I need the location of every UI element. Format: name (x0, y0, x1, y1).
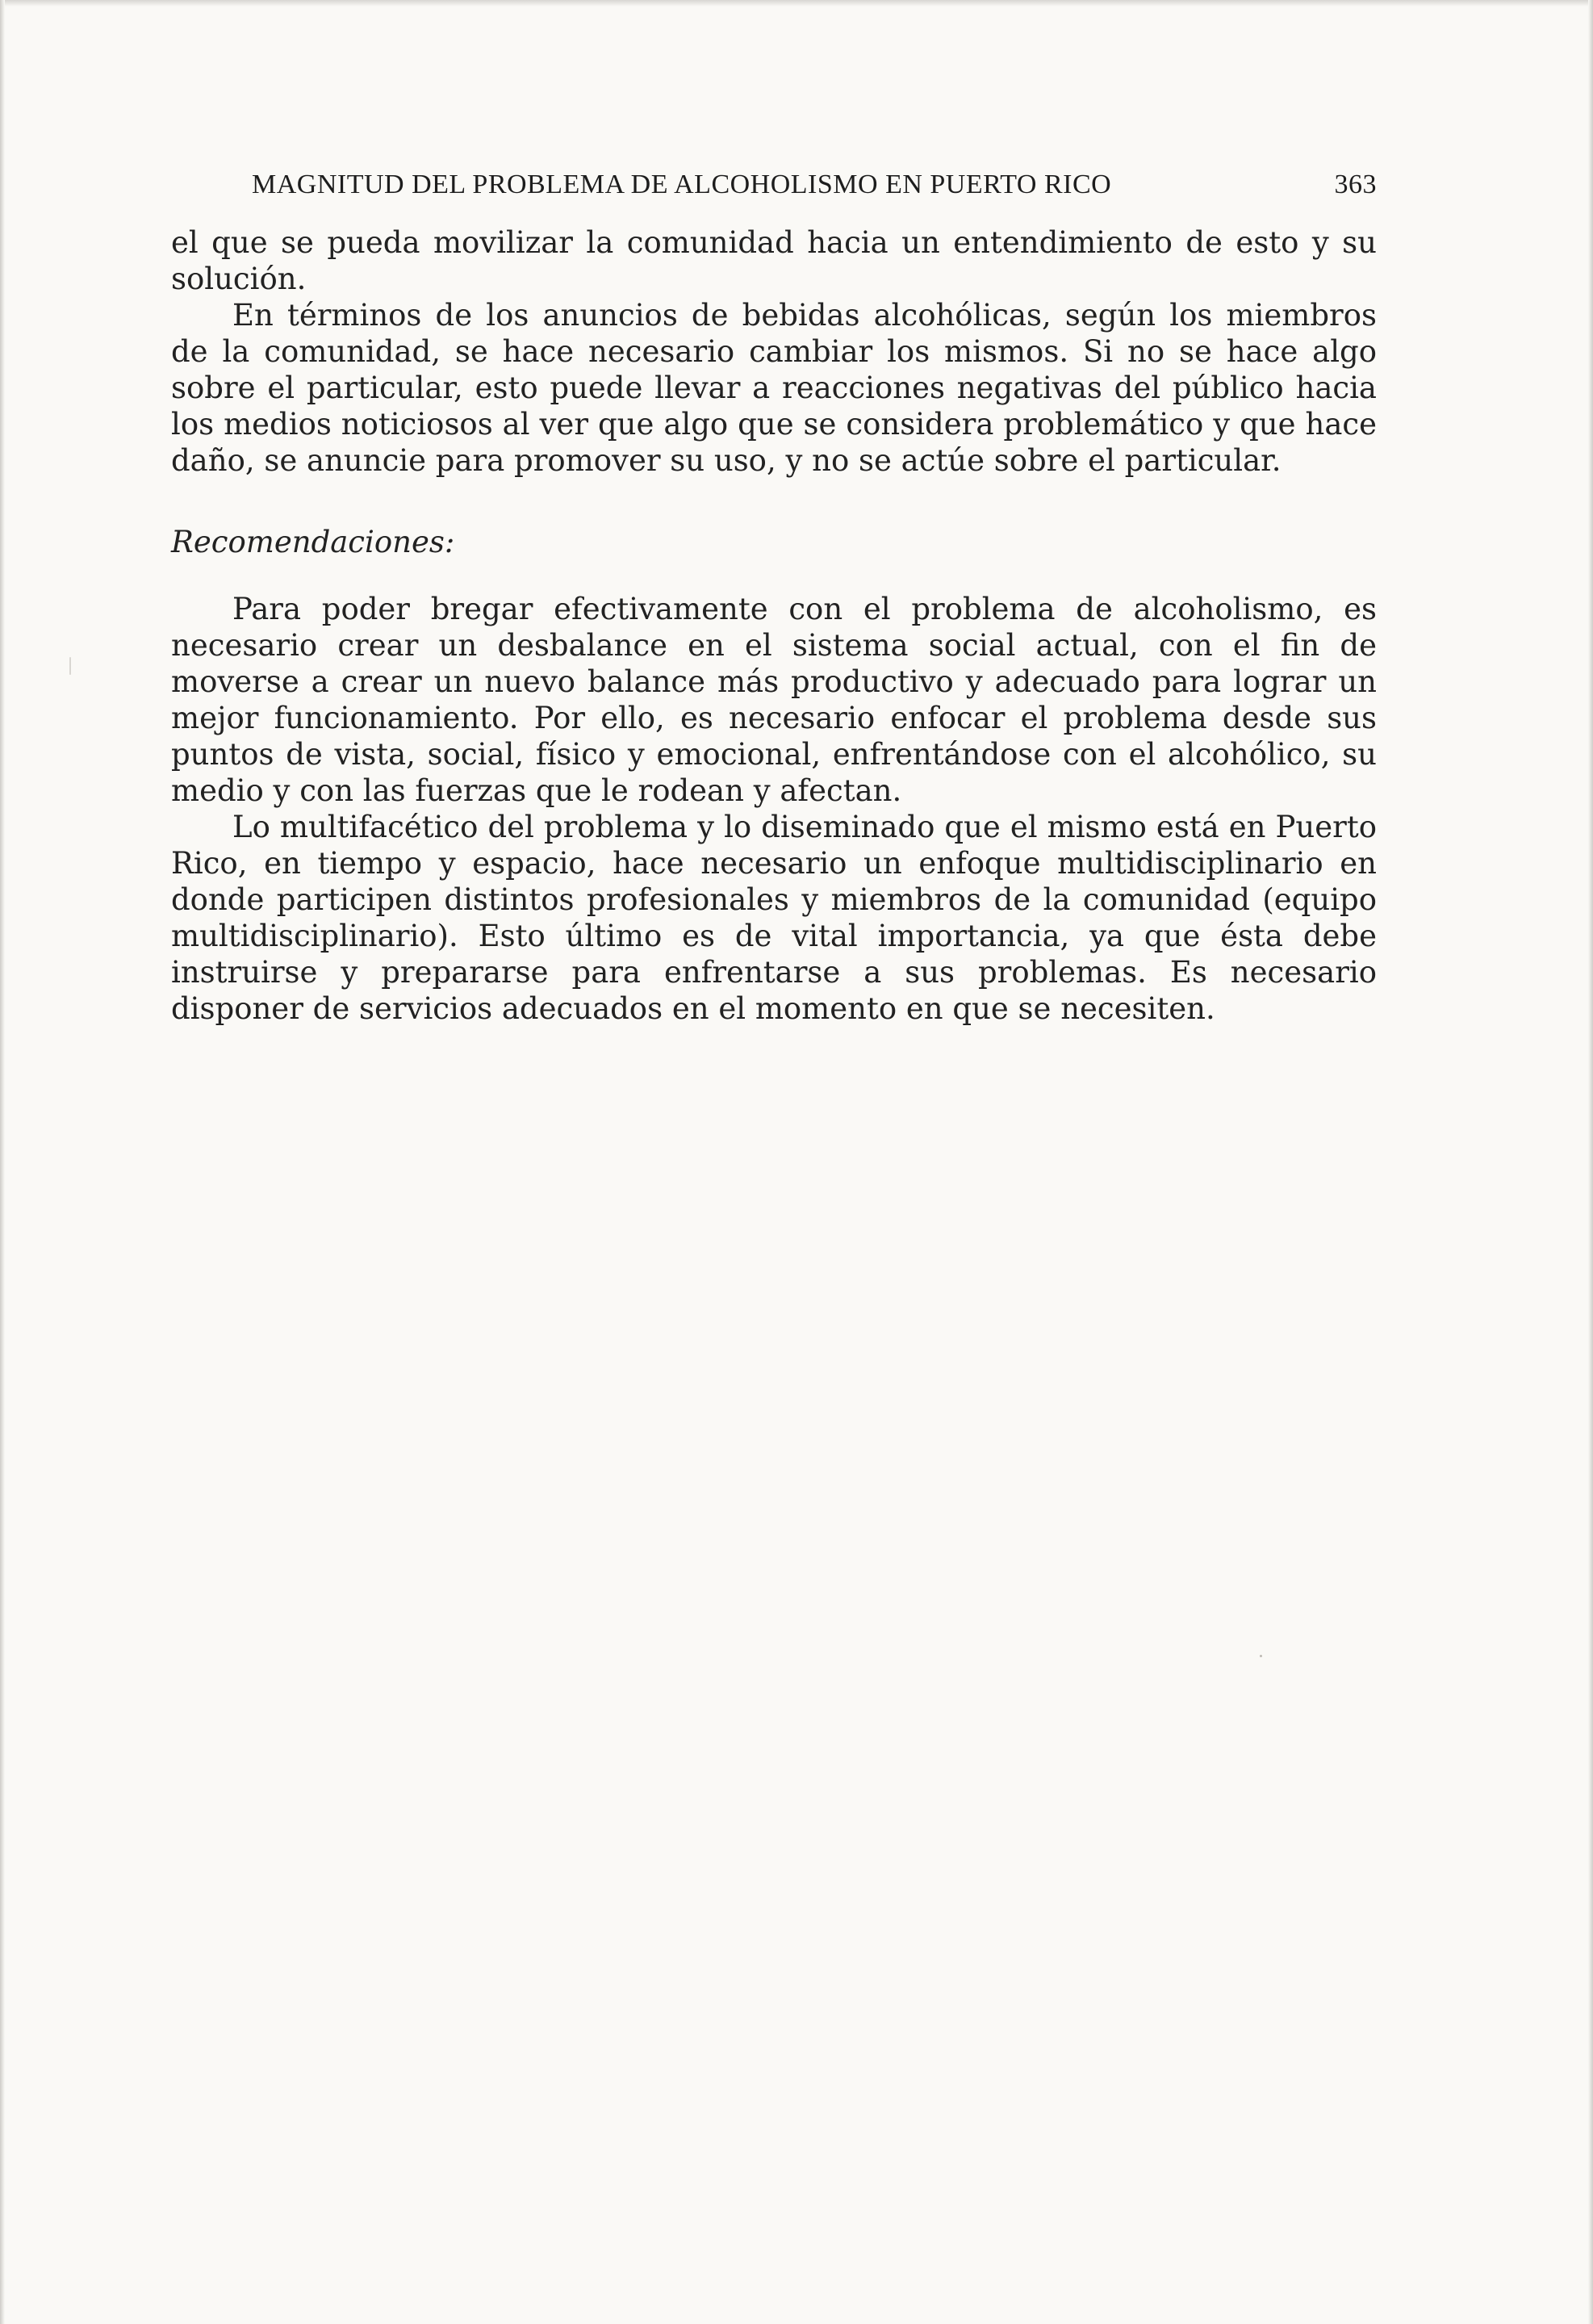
continuation-paragraph: el que se pueda movilizar la comunidad hacia un entendimiento de esto y su solución. (171, 225, 1377, 296)
scan-edge-left (0, 0, 5, 2324)
paragraph-advertising: En términos de los anuncios de bebidas alcohólicas, según los miembros de la comunidad, se hace necesario cambiar los mismos. Si no se hace algo sobre el particular, esto puede llevar a reacciones negativas del público hacia los medios noticiosos al ver que algo que se considera problemático y que hace daño, se anuncie para promover su uso, y no se actúe sobre el particular. (171, 298, 1377, 478)
paragraph-recommendations-1: Para poder bregar efectivamente con el problema de alcoholismo, es necesario crear un desbalance en el sistema social actual, con el fin de moverse a crear un nuevo balance más productivo y adecuado para lograr un mejor funcionamiento. Por ello, es necesario enfocar el problema desde sus puntos de vista, social, físico y emocional, enfrentándose con el alcohólico, su medio y con las fuerzas que le rodean y afectan. (171, 592, 1377, 808)
scan-edge-right (1588, 0, 1593, 2324)
page-content (171, 170, 1377, 1027)
scan-edge-top (0, 0, 1593, 6)
scan-mark (69, 657, 71, 675)
running-head-title: MAGNITUD DEL PROBLEMA DE ALCOHOLISMO EN PUERTO RICO (252, 170, 1112, 199)
section-heading-recomendaciones: Recomendaciones: (171, 525, 455, 559)
page-number: 363 (1334, 170, 1377, 199)
running-head (171, 170, 1377, 200)
scan-speck (1260, 1655, 1262, 1657)
paragraph-recommendations-2: Lo multifacético del problema y lo diseminado que el mismo está en Puerto Rico, en tiempo y espacio, hace necesario un enfoque multidisciplinario en donde participen distintos profesionales y miembros de la comunidad (equipo multidisciplinario). Esto último es de vital importancia, ya que ésta debe instruirse y prepararse para enfrentarse a sus problemas. Es necesario disponer de servicios adecuados en el momento en que se necesiten. (171, 810, 1377, 1026)
